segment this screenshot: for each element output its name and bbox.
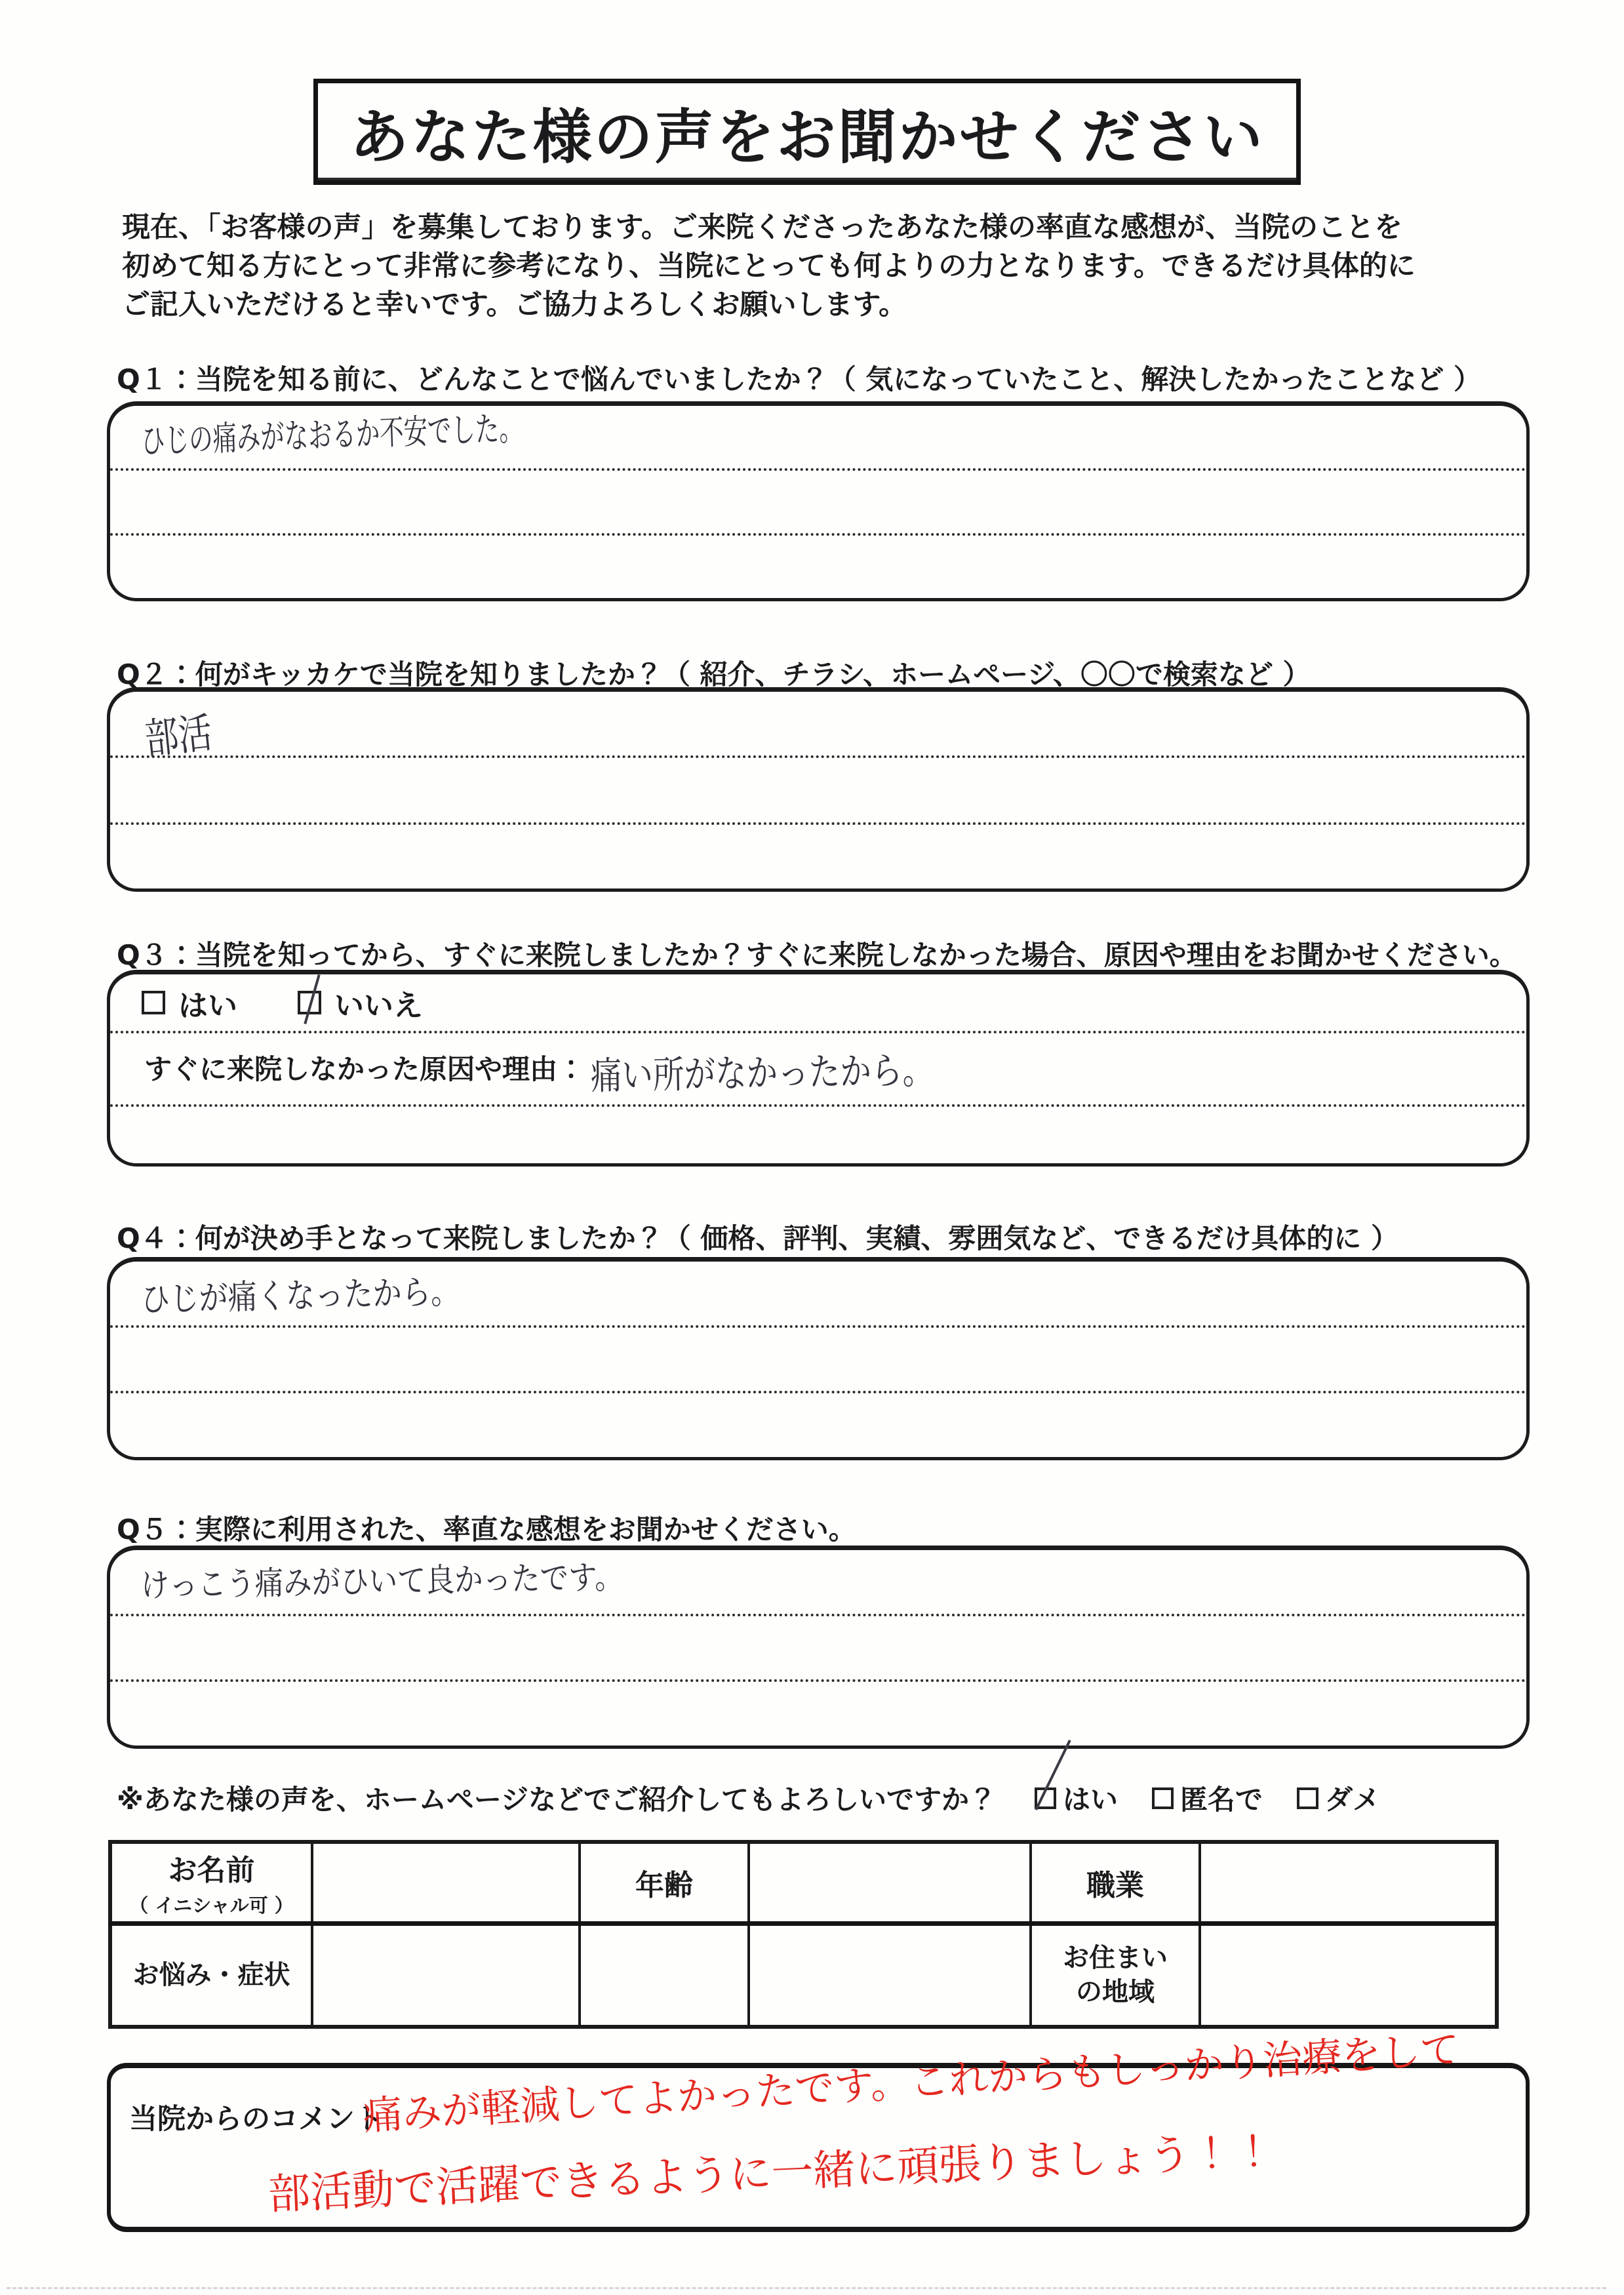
symptom-label-cell	[110, 1923, 312, 2027]
permission-anonymous-label: 匿名で	[1180, 1784, 1263, 1816]
question-2-label: Q２：何がキッカケで当院を知りましたか？（ 紹介、チラシ、ホームページ、〇〇で検索など ）	[117, 658, 1311, 690]
question-3-handwritten-reason: 痛い所がなかったから。	[590, 1047, 934, 1098]
symptom-input-cell[interactable]	[312, 1923, 580, 2027]
age-input-cell[interactable]	[749, 1842, 1031, 1923]
permission-option-no	[1297, 1778, 1380, 1818]
question-1-label: Q１：当院を知る前に、どんなことで悩んでいましたか？（ 気になっていたこと、解決したかったことなど ）	[117, 363, 1481, 395]
question-3-label: Q３：当院を知ってから、すぐに来院しましたか？すぐに来院しなかった場合、原因や理由をお聞かせください。	[117, 939, 1517, 971]
question-3-options-row	[110, 974, 1526, 1033]
name-label-cell	[110, 1842, 312, 1923]
name-sub-label: （ イニシャル可 ）	[129, 1894, 294, 1917]
check-mark-icon	[304, 974, 320, 1024]
answer-line	[110, 1616, 1526, 1683]
answer-line	[110, 471, 1526, 536]
question-5-handwritten-answer: けっこう痛みがひいて良かったです。	[140, 1558, 624, 1605]
question-4-label: Q４：何が決め手となって来院しましたか？（ 価格、評判、実績、雰囲気など、できるだけ具体的に ）	[117, 1222, 1398, 1254]
area-label-line2: の地域	[1076, 1977, 1155, 2008]
answer-line	[110, 1682, 1526, 1746]
answer-line	[110, 1328, 1526, 1394]
intro-line-1: 現在、「お客様の声」を募集しております。ご来院くださったあなた様の率直な感想が、当院のことを	[122, 211, 1403, 244]
clinic-comment-label: 当院からのコメント	[129, 2103, 383, 2136]
question-5-label: Q５：実際に利用された、率直な感想をお聞かせください。	[117, 1513, 856, 1546]
clinic-comment-box	[107, 2026, 1530, 2232]
question-3-answer-box	[107, 970, 1530, 1167]
name-label: お名前	[168, 1854, 255, 1888]
intro-line-2: 初めて知る方にとって非常に参考になり、当院にとっても何よりの力となります。できるだけ具体的に	[122, 250, 1416, 283]
intro-paragraph	[122, 209, 1505, 325]
publish-permission-row	[117, 1778, 1380, 1818]
reason-label: すぐに来院しなかった原因や理由：	[144, 1053, 585, 1085]
checkbox-publish-yes[interactable]	[1035, 1787, 1056, 1809]
age-label: 年齢	[635, 1868, 693, 1902]
permission-no-label: ダメ	[1325, 1784, 1381, 1816]
intro-line-3: ご記入いただけると幸いです。ご協力よろしくお願いします。	[122, 289, 907, 321]
question-4-handwritten-answer: ひじが痛くなったから。	[140, 1272, 460, 1320]
publish-permission-label: ※あなた様の声を、ホームページなどでご紹介してもよろしいですか？	[117, 1784, 997, 1816]
answer-line	[110, 1393, 1526, 1457]
symptom-label: お悩み・症状	[132, 1960, 290, 1991]
question-1-handwritten-answer: ひじの痛みがなおるか不安でした。	[140, 409, 524, 462]
area-label-line1: お住まい	[1063, 1943, 1168, 1974]
clinic-comment-handwriting-line1: 痛みが軽減してよかったです。これからもしっかり治療をして	[361, 2026, 1461, 2140]
personal-info-table	[108, 1840, 1499, 2029]
question-5-answer-box[interactable]	[107, 1546, 1530, 1749]
scan-edge-artifact	[7, 2287, 1606, 2289]
answer-line	[110, 825, 1526, 888]
name-input-cell[interactable]	[312, 1842, 580, 1923]
age-label-cell	[580, 1842, 749, 1923]
answer-line	[110, 536, 1526, 598]
checkbox-publish-anonymous[interactable]	[1152, 1787, 1174, 1809]
job-label-cell	[1031, 1842, 1200, 1923]
permission-yes-label: はい	[1063, 1784, 1119, 1816]
clinic-comment-handwriting-line2: 部活動で活躍できるように一緒に頑張りましょう！！	[267, 2126, 1276, 2220]
answer-line	[110, 1107, 1526, 1163]
checkbox-publish-no[interactable]	[1297, 1787, 1318, 1809]
empty-cell[interactable]	[749, 1923, 1031, 2027]
job-label: 職業	[1086, 1868, 1144, 1902]
answer-line	[110, 758, 1526, 824]
question-4-answer-box[interactable]	[107, 1257, 1530, 1460]
checkbox-yes-label: はい	[178, 988, 238, 1023]
area-label-cell	[1031, 1923, 1200, 2027]
question-3-reason-row[interactable]	[110, 1033, 1526, 1107]
checkbox-no[interactable]	[298, 991, 321, 1014]
question-2-answer-box[interactable]	[107, 687, 1530, 892]
answer-line	[110, 692, 1526, 758]
question-2-handwritten-answer: 部活	[142, 709, 215, 765]
permission-option-anonymous	[1152, 1778, 1263, 1818]
job-input-cell[interactable]	[1200, 1842, 1497, 1923]
page-title: あなた様の声をお聞かせください	[349, 103, 1265, 172]
question-1-answer-box[interactable]	[107, 401, 1530, 601]
area-input-cell[interactable]	[1200, 1923, 1497, 2027]
checkbox-no-label: いいえ	[334, 988, 424, 1023]
permission-option-yes	[1035, 1778, 1118, 1818]
checkbox-yes[interactable]	[142, 991, 165, 1014]
form-title-box	[313, 79, 1301, 185]
empty-cell[interactable]	[580, 1923, 749, 2027]
